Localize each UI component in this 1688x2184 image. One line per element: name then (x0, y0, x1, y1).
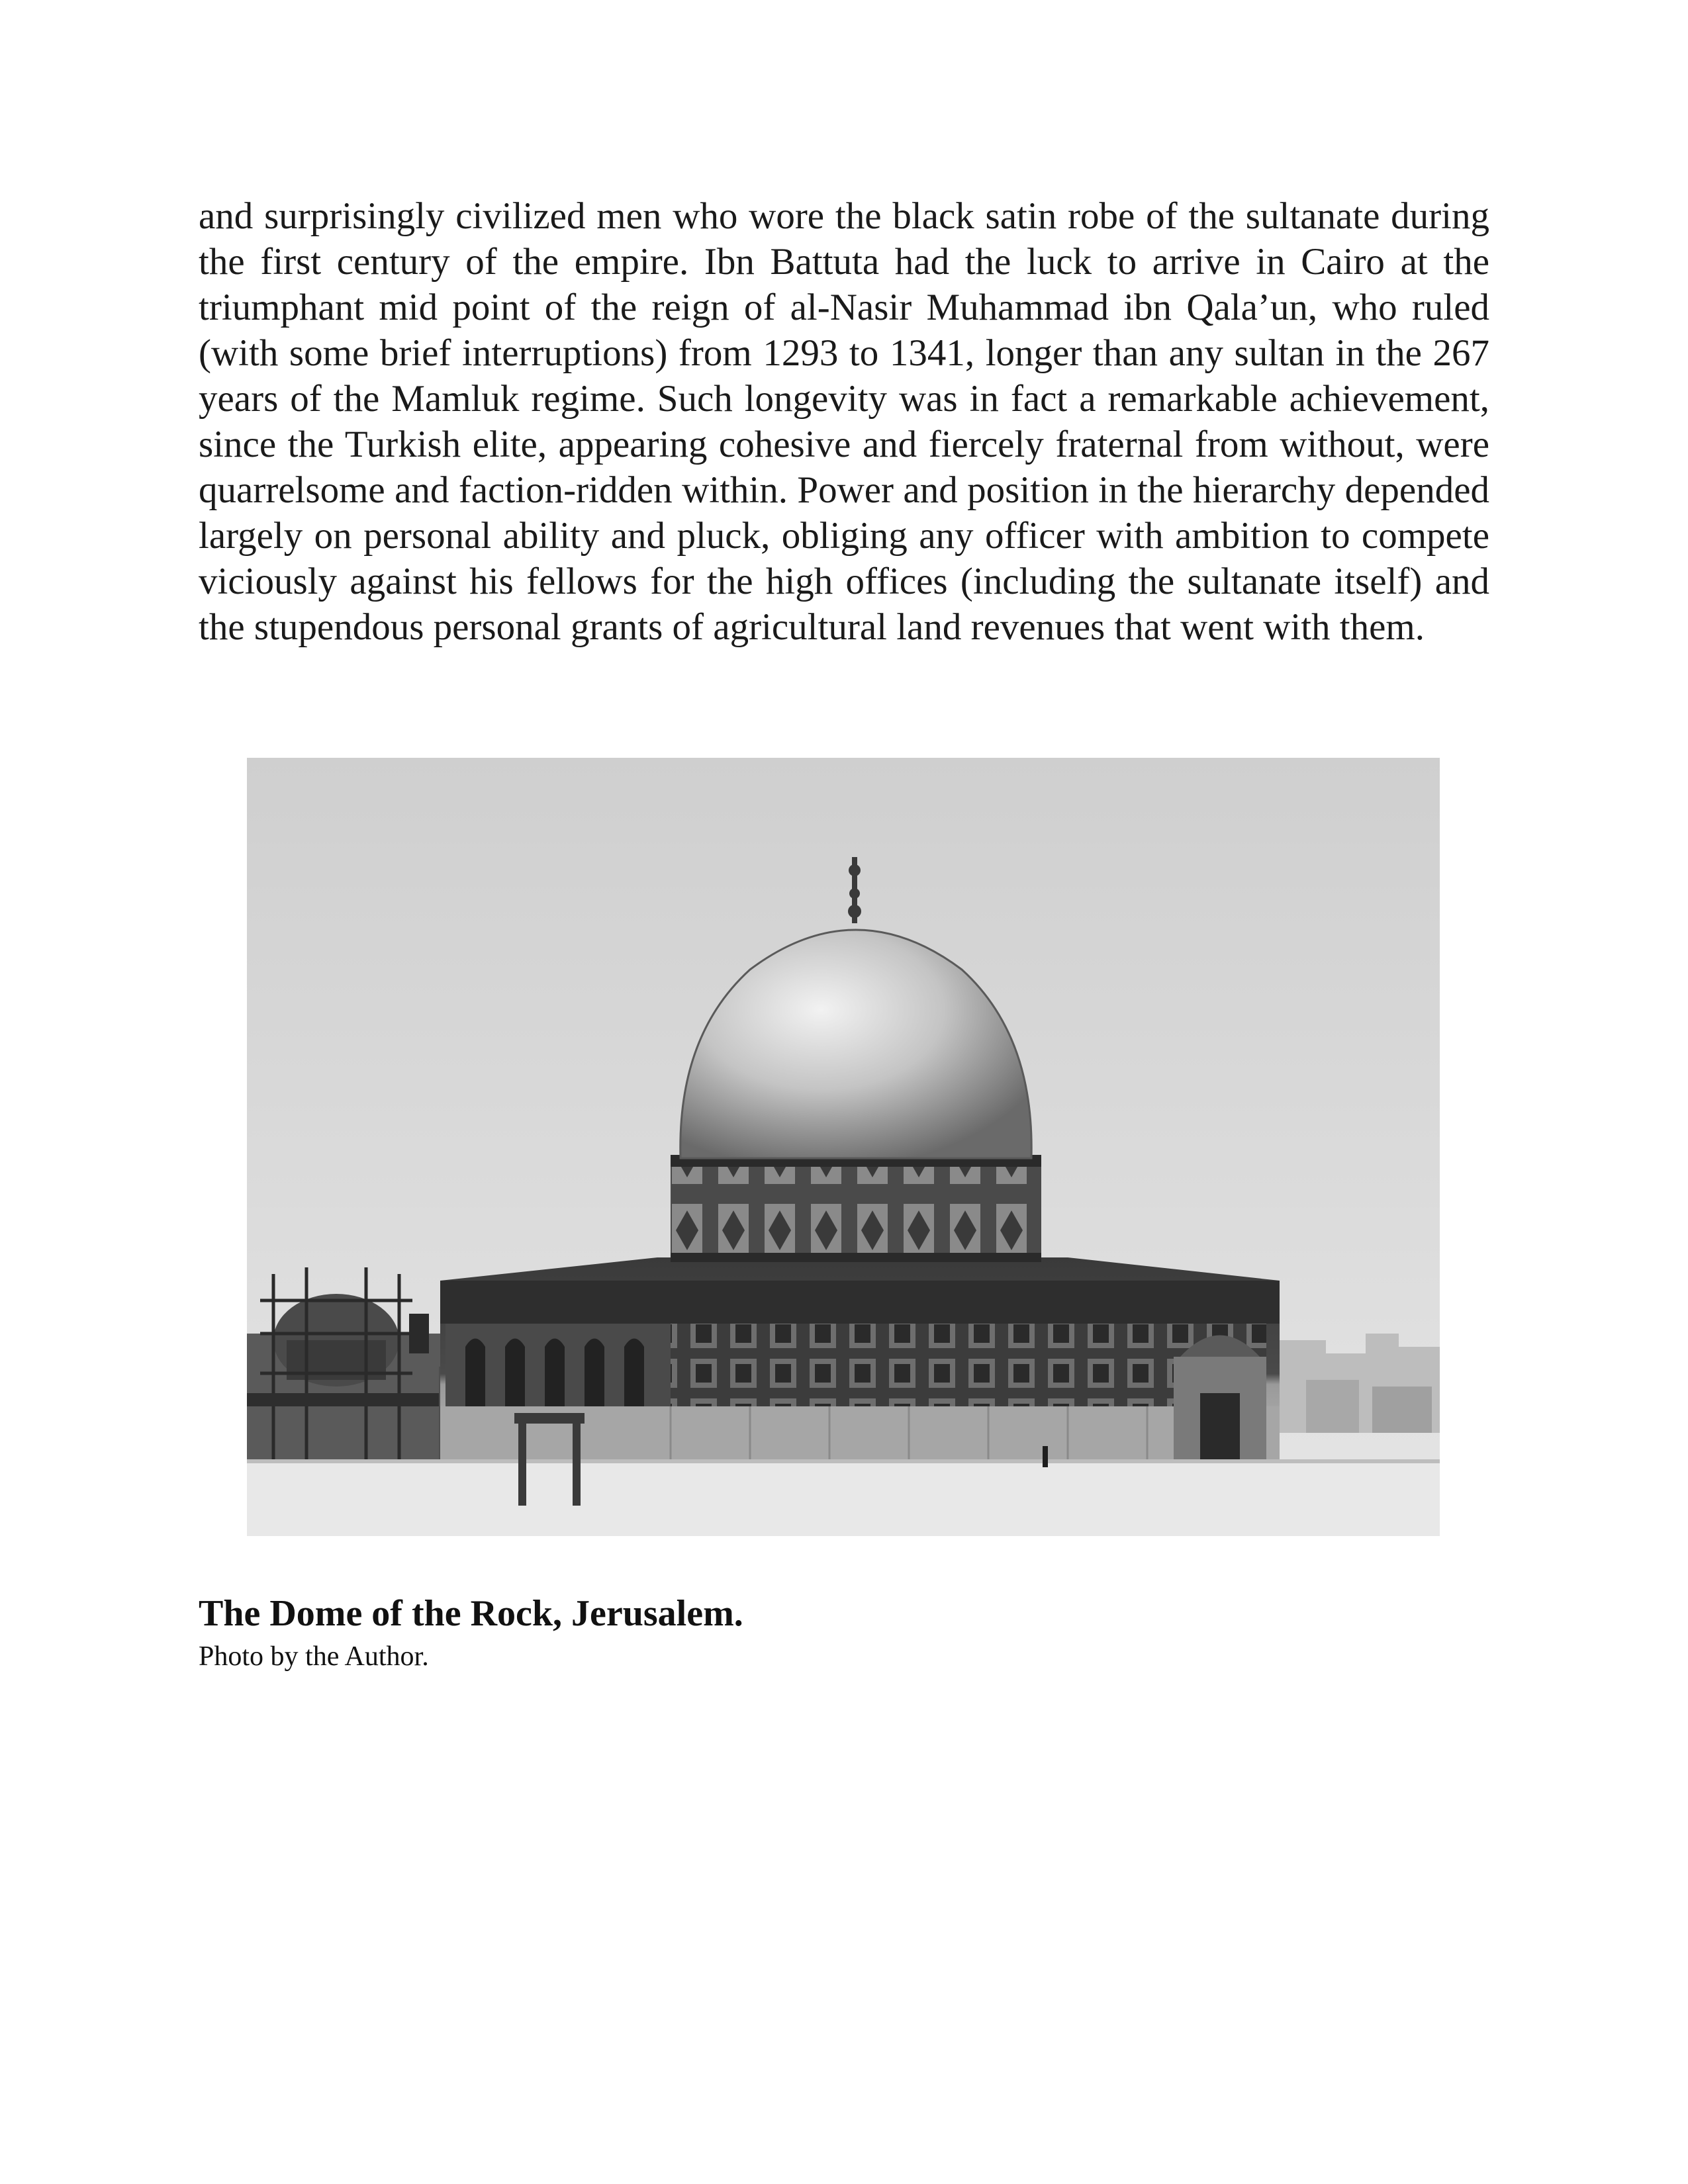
figure-caption-credit: Photo by the Author. (199, 1641, 429, 1672)
dome-of-the-rock-photo (247, 758, 1440, 1536)
photo-illustration (247, 758, 1440, 1536)
figure-caption-title: The Dome of the Rock, Jerusalem. (199, 1593, 743, 1634)
body-paragraph: and surprisingly civilized men who wore the black satin robe of the sultanate during the first century of the empire. Ibn Battuta had the luck to arrive in Cairo at the triumphant mid point of the reign of al-Nasir Muhammad ibn Qala’un, who ruled (with some brief interruptions) from 1293 to 1341, longer than any sultan in the 267 years of the Mamluk regime. Such longevity was in fact a remarkable achievement, since the Turkish elite, appearing cohesive and fiercely fraternal from without, were quarrelsome and faction-ridden within. Power and position in the hierarchy depended largely on personal ability and pluck, obliging any officer with ambition to compete viciously against his fellows for the high offices (including the sultanate itself) and the stupendous personal grants of agricultural land revenues that went with them. (199, 195, 1489, 648)
